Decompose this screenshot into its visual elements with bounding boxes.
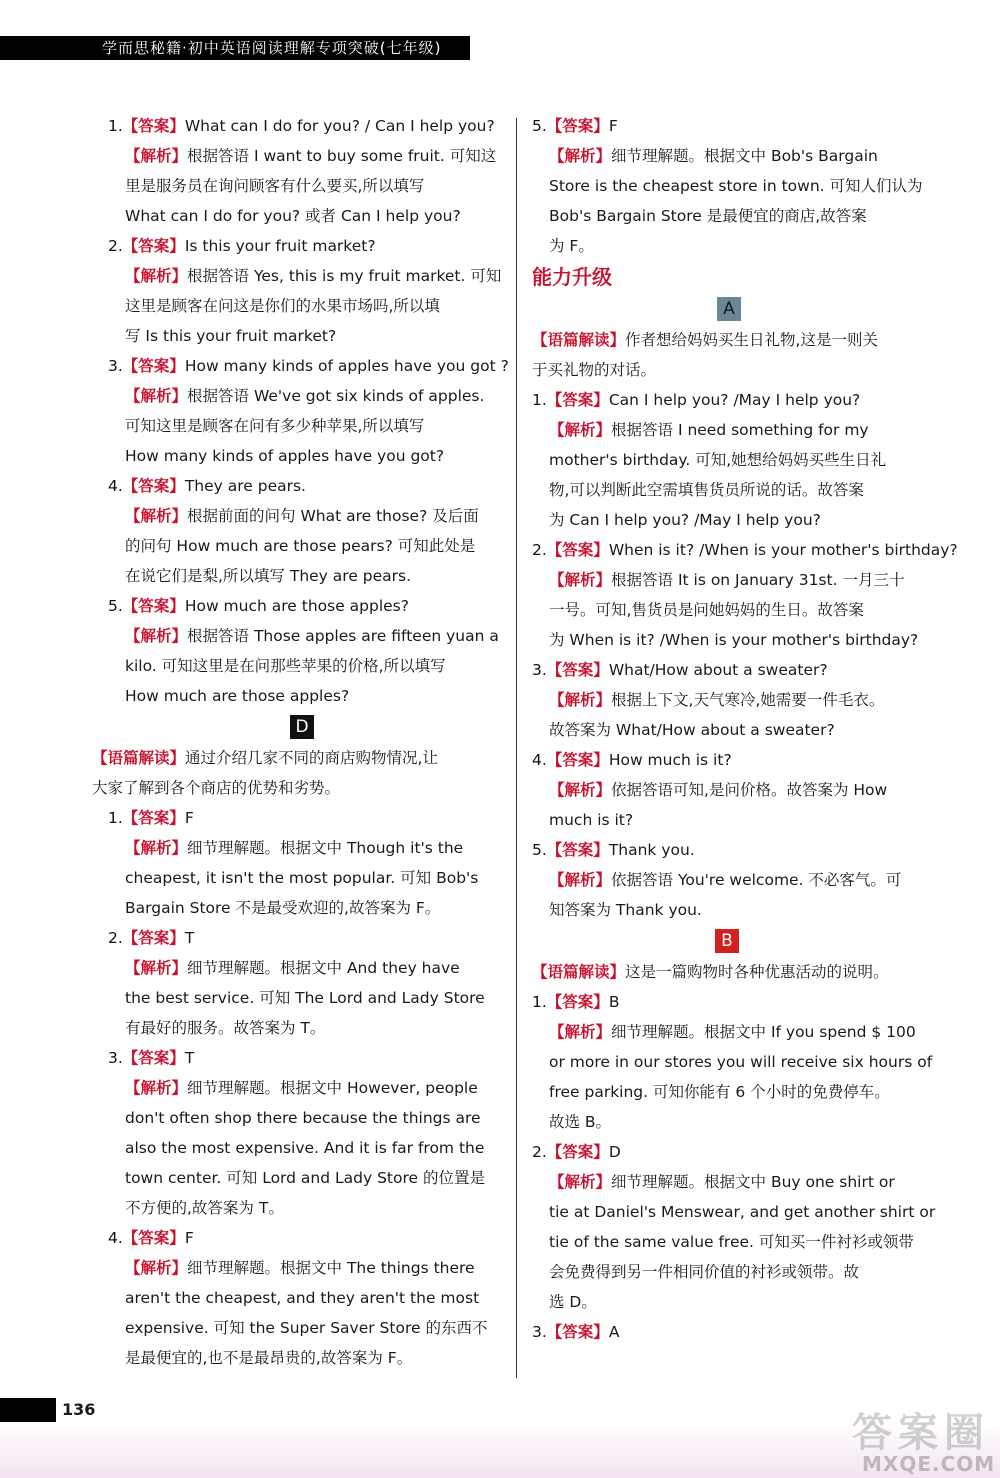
text-line: also the most expensive. And it is far from the: [125, 1139, 485, 1157]
text-line: much is it?: [549, 811, 634, 829]
analysis-line: 【解析】根据答语 I want to buy some fruit. 可知这: [125, 147, 497, 165]
left-column: [92, 111, 509, 1373]
answer-line: 3.【答案】What/How about a sweater?: [532, 661, 828, 679]
section-marker-d: [108, 711, 504, 743]
answer-line: 1.【答案】Can I help you? /May I help you?: [532, 391, 861, 409]
text-line: 为 When is it? /When is your mother's birthday?: [549, 631, 919, 649]
analysis-line: 【解析】根据答语 It is on January 31st. 一月三十: [549, 571, 905, 589]
answer-line: 4.【答案】How much is it?: [532, 751, 732, 769]
passage-summary: 【语篇解读】通过介绍几家不同的商店购物情况,让: [92, 749, 438, 767]
analysis-line: 【解析】根据答语 We've got six kinds of apples.: [125, 387, 485, 405]
text-line: 为 F。: [549, 237, 594, 255]
text-line: 可知这里是顾客在问有多少种苹果,所以填写: [125, 417, 425, 435]
text-line: or more in our stores you will receive six hours of: [549, 1053, 933, 1071]
watermark: [802, 1410, 996, 1476]
text-line: 故答案为 What/How about a sweater?: [549, 721, 835, 739]
text-line: How much are those apples?: [125, 687, 350, 705]
page-number: 136: [62, 1400, 96, 1419]
text-line: don't often shop there because the things are: [125, 1109, 481, 1127]
analysis-line: 【解析】细节理解题。根据文中 However, people: [125, 1079, 478, 1097]
analysis-line: 【解析】细节理解题。根据文中 Bob's Bargain: [549, 147, 878, 165]
header-title: 学而思秘籍·初中英语阅读理解专项突破(七年级): [102, 39, 442, 57]
text-line: expensive. 可知 the Super Saver Store 的东西不: [125, 1319, 488, 1337]
text-line: How many kinds of apples have you got?: [125, 447, 445, 465]
right-column: [532, 111, 958, 1347]
text-line: Store is the cheapest store in town. 可知人们认为: [549, 177, 923, 195]
analysis-line: 【解析】根据答语 Those apples are fifteen yuan a: [125, 627, 499, 645]
text-line: Bargain Store 不是最受欢迎的,故答案为 F。: [125, 899, 441, 917]
answer-line: 2.【答案】When is it? /When is your mother's birthday?: [532, 541, 958, 559]
analysis-line: 【解析】细节理解题。根据文中 The things there: [125, 1259, 475, 1277]
analysis-line: 【解析】根据前面的问句 What are those? 及后面: [125, 507, 479, 525]
text-line: 里是服务员在询问顾客有什么要买,所以填写: [125, 177, 425, 195]
text-line: 选 D。: [549, 1293, 597, 1311]
text-line: 在说它们是梨,所以填写 They are pears.: [125, 567, 412, 585]
column-divider: [516, 118, 517, 1378]
text-line: tie at Daniel's Menswear, and get another shirt or: [549, 1203, 936, 1221]
analysis-line: 【解析】细节理解题。根据文中 Buy one shirt or: [549, 1173, 895, 1191]
analysis-line: 【解析】细节理解题。根据文中 Though it's the: [125, 839, 464, 857]
analysis-line: 【解析】细节理解题。根据文中 If you spend $ 100: [549, 1023, 916, 1041]
text-line: 这里是顾客在问这是你们的水果市场吗,所以填: [125, 297, 440, 315]
answer-line: 1.【答案】B: [532, 993, 620, 1011]
text-line: cheapest, it isn't the most popular. 可知 Bob's: [125, 869, 479, 887]
text-line: the best service. 可知 The Lord and Lady Store: [125, 989, 485, 1007]
section-box-a: A: [717, 297, 741, 321]
text-line: mother's birthday. 可知,她想给妈妈买些生日礼: [549, 451, 887, 469]
text-line: 大家了解到各个商店的优势和劣势。: [92, 779, 341, 797]
answer-line: 2.【答案】T: [108, 929, 195, 947]
text-line: town center. 可知 Lord and Lady Store 的位置是: [125, 1169, 485, 1187]
text-line: 的问句 How much are those pears? 可知此处是: [125, 537, 476, 555]
analysis-line: 【解析】依据答语 You're welcome. 不必客气。可: [549, 871, 902, 889]
watermark-url: MXQE.COM: [862, 1452, 996, 1476]
text-line: 知答案为 Thank you.: [549, 901, 702, 919]
text-line: free parking. 可知你能有 6 个小时的免费停车。: [549, 1083, 890, 1101]
section-title: 能力升级: [532, 265, 612, 289]
footer-bar: [0, 1398, 56, 1422]
section-marker-b: [532, 925, 930, 957]
text-line: 一号。可知,售货员是问她妈妈的生日。故答案: [549, 601, 864, 619]
header-bar: [0, 36, 470, 60]
analysis-line: 【解析】根据答语 Yes, this is my fruit market. 可知: [125, 267, 502, 285]
section-marker-a: [532, 293, 930, 325]
answer-line: 4.【答案】F: [108, 1229, 194, 1247]
text-line: tie of the same value free. 可知买一件衬衫或领带: [549, 1233, 914, 1251]
answer-line: 2.【答案】Is this your fruit market?: [108, 237, 376, 255]
text-line: Bob's Bargain Store 是最便宜的商店,故答案: [549, 207, 867, 225]
analysis-line: 【解析】细节理解题。根据文中 And they have: [125, 959, 460, 977]
text-line: kilo. 可知这里是在问那些苹果的价格,所以填写: [125, 657, 446, 675]
answer-line: 1.【答案】F: [108, 809, 194, 827]
text-line: 故选 B。: [549, 1113, 612, 1131]
answer-line: 3.【答案】How many kinds of apples have you got ?: [108, 357, 509, 375]
text-line: 不方便的,故答案为 T。: [125, 1199, 284, 1217]
answer-line: 4.【答案】They are pears.: [108, 477, 306, 495]
text-line: 物,可以判断此空需填售货员所说的话。故答案: [549, 481, 864, 499]
text-line: 是最便宜的,也不是最昂贵的,故答案为 F。: [125, 1349, 413, 1367]
text-line: 写 Is this your fruit market?: [125, 327, 337, 345]
analysis-line: 【解析】根据上下文,天气寒冷,她需要一件毛衣。: [549, 691, 885, 709]
text-line: 为 Can I help you? /May I help you?: [549, 511, 821, 529]
section-box-b: B: [715, 929, 739, 953]
answer-line: 5.【答案】F: [532, 117, 618, 135]
answer-line: 3.【答案】A: [532, 1323, 620, 1341]
text-line: 有最好的服务。故答案为 T。: [125, 1019, 326, 1037]
answer-line: 5.【答案】How much are those apples?: [108, 597, 409, 615]
answer-line: 1.【答案】What can I do for you? / Can I help you?: [108, 117, 495, 135]
analysis-line: 【解析】依据答语可知,是问价格。故答案为 How: [549, 781, 888, 799]
analysis-line: 【解析】根据答语 I need something for my: [549, 421, 869, 439]
watermark-title: 答案圈: [852, 1410, 990, 1456]
answer-line: 2.【答案】D: [532, 1143, 621, 1161]
text-line: aren't the cheapest, and they aren't the most: [125, 1289, 480, 1307]
text-line: 会免费得到另一件相同价值的衬衫或领带。故: [549, 1263, 860, 1281]
answer-line: 3.【答案】T: [108, 1049, 195, 1067]
section-box-d: D: [290, 715, 314, 739]
passage-summary: 【语篇解读】作者想给妈妈买生日礼物,这是一则关: [532, 331, 878, 349]
text-line: What can I do for you? 或者 Can I help you?: [125, 207, 461, 225]
text-line: 于买礼物的对话。: [532, 361, 657, 379]
answer-line: 5.【答案】Thank you.: [532, 841, 695, 859]
passage-summary: 【语篇解读】这是一篇购物时各种优惠活动的说明。: [532, 963, 889, 981]
